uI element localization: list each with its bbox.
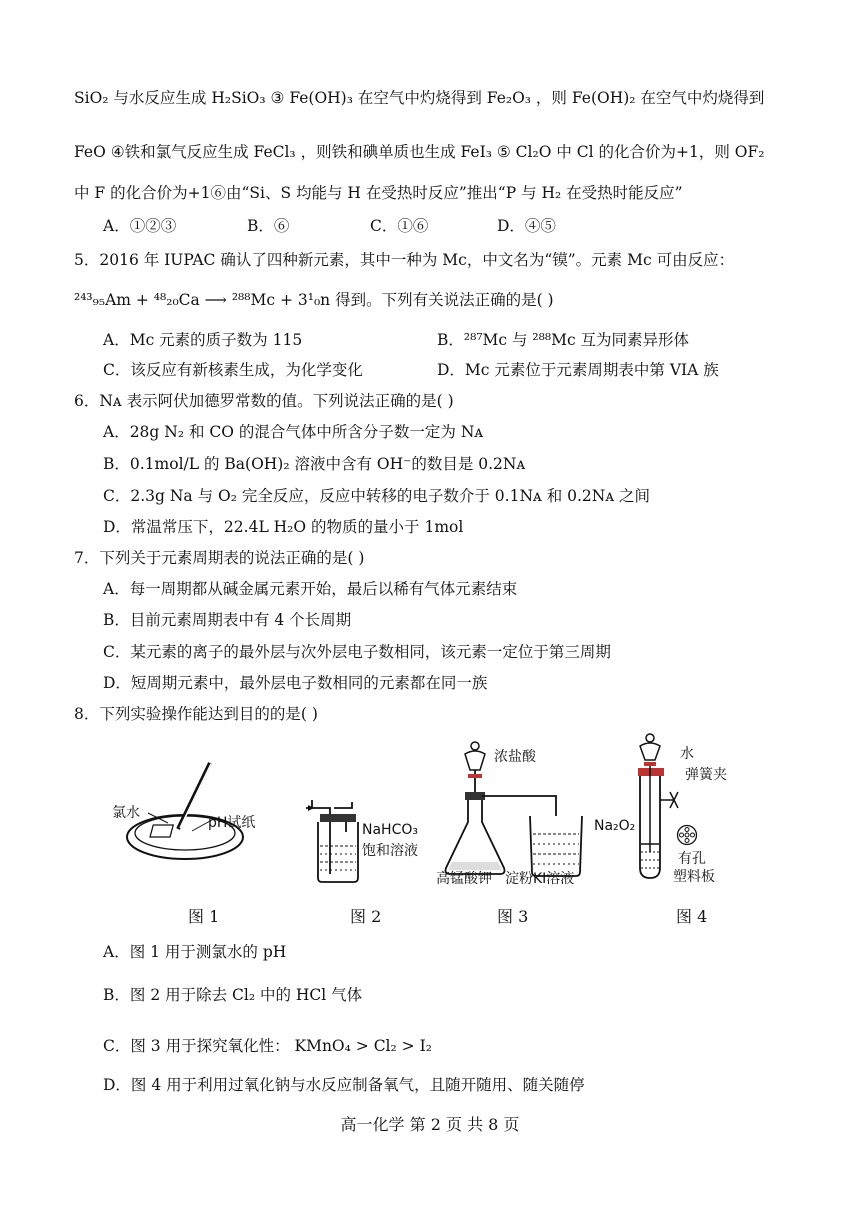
- figure-4-label-perforated: 有孔: [678, 851, 706, 867]
- figure-2-diagram: [300, 800, 370, 885]
- figure-2-label-saturated: 饱和溶液: [362, 843, 418, 859]
- q4-line-2: FeO ④铁和氯气反应生成 FeCl₃ ，则铁和碘单质也生成 FeI₃ ⑤ Cl₂O 中 Cl 的化合价为+1，则 OF₂: [74, 143, 765, 161]
- q7-option-b: B．目前元素周期表中有 4 个长周期: [103, 611, 352, 629]
- figure-3-caption: 图 3: [497, 907, 529, 926]
- perforated-plate-icon: [676, 824, 698, 846]
- q8-option-d: D．图 4 用于利用过氧化钠与水反应制备氧气，且随开随用、随关随停: [103, 1076, 585, 1094]
- q5-equation: ²⁴³₉₅Am + ⁴⁸₂₀Ca ⟶ ²⁸⁸Mc + 3¹₀n 得到。下列有关说法正确的是( ): [74, 291, 554, 309]
- q8-option-a: A．图 1 用于测氯水的 pH: [103, 943, 287, 961]
- q4-option-d: D．④⑤: [497, 217, 556, 235]
- q5-stem: 5．2016 年 IUPAC 确认了四种新元素，其中一种为 Mc，中文名为“镆”。元素 Mc 可由反应：: [74, 251, 735, 269]
- page-footer: 高一化学 第 2 页 共 8 页: [340, 1115, 520, 1134]
- q7-option-a: A．每一周期都从碱金属元素开始，最后以稀有气体元素结束: [103, 580, 518, 598]
- q7-stem: 7．下列关于元素周期表的说法正确的是( ): [74, 549, 365, 567]
- q4-option-b: B．⑥: [247, 217, 290, 235]
- q8-option-b: B．图 2 用于除去 Cl₂ 中的 HCl 气体: [103, 986, 363, 1004]
- q5-option-c: C．该反应有新核素生成，为化学变化: [103, 361, 363, 379]
- q6-option-c: C．2.3g Na 与 O₂ 完全反应，反应中转移的电子数介于 0.1Nᴀ 和 0.2Nᴀ 之间: [103, 487, 651, 505]
- q7-option-c: C．某元素的离子的最外层与次外层电子数相同，该元素一定位于第三周期: [103, 643, 611, 661]
- q4-line-1: SiO₂ 与水反应生成 H₂SiO₃ ③ Fe(OH)₃ 在空气中灼烧得到 Fe₂O₃ ，则 Fe(OH)₂ 在空气中灼烧得到: [74, 89, 765, 107]
- q8-option-c: C．图 3 用于探究氧化性： KMnO₄ > Cl₂ > I₂: [103, 1037, 432, 1055]
- q8-stem: 8．下列实验操作能达到目的的是( ): [74, 705, 318, 723]
- q5-option-a: A．Mc 元素的质子数为 115: [103, 331, 303, 349]
- figure-4-label-na2o2: Na₂O₂: [594, 818, 636, 834]
- q4-option-a: A．①②③: [103, 217, 177, 235]
- figure-2-label-nahco3: NaHCO₃: [362, 822, 418, 838]
- figure-3-label-conc-hcl: 浓盐酸: [494, 749, 536, 765]
- q6-option-a: A．28g N₂ 和 CO 的混合气体中所含分子数一定为 Nᴀ: [103, 423, 484, 441]
- q6-option-b: B．0.1mol/L 的 Ba(OH)₂ 溶液中含有 OH⁻的数目是 0.2Nᴀ: [103, 455, 526, 473]
- figure-4-label-plastic-plate: 塑料板: [673, 869, 715, 885]
- q5-option-b: B．²⁸⁷Mc 与 ²⁸⁸Mc 互为同素异形体: [437, 331, 690, 349]
- q7-option-d: D．短周期元素中，最外层电子数相同的元素都在同一族: [103, 674, 488, 692]
- figure-1-caption: 图 1: [188, 907, 220, 926]
- figure-4-label-clamp: 弹簧夹: [685, 767, 727, 783]
- figure-3-label-starch-ki: 淀粉KI溶液: [505, 871, 575, 887]
- q4-line-3: 中 F 的化合价为+1⑥由“Si、S 均能与 H 在受热时反应”推出“P 与 H₂ 在受热时能反应”: [74, 184, 683, 202]
- figure-4-caption: 图 4: [676, 907, 708, 926]
- figure-1-label-chlorine-water: 氯水: [112, 805, 140, 821]
- q6-stem: 6．Nᴀ 表示阿伏加德罗常数的值。下列说法正确的是( ): [74, 392, 454, 410]
- figure-2-caption: 图 2: [350, 907, 382, 926]
- figure-3-label-kmno4: 高锰酸钾: [436, 871, 492, 887]
- q6-option-d: D．常温常压下，22.4L H₂O 的物质的量小于 1mol: [103, 518, 464, 536]
- q5-option-d: D．Mc 元素位于元素周期表中第 VIA 族: [437, 361, 719, 379]
- q4-option-c: C．①⑥: [370, 217, 429, 235]
- figure-1-label-ph-paper: pH试纸: [208, 815, 256, 831]
- figure-4-label-water: 水: [680, 746, 694, 762]
